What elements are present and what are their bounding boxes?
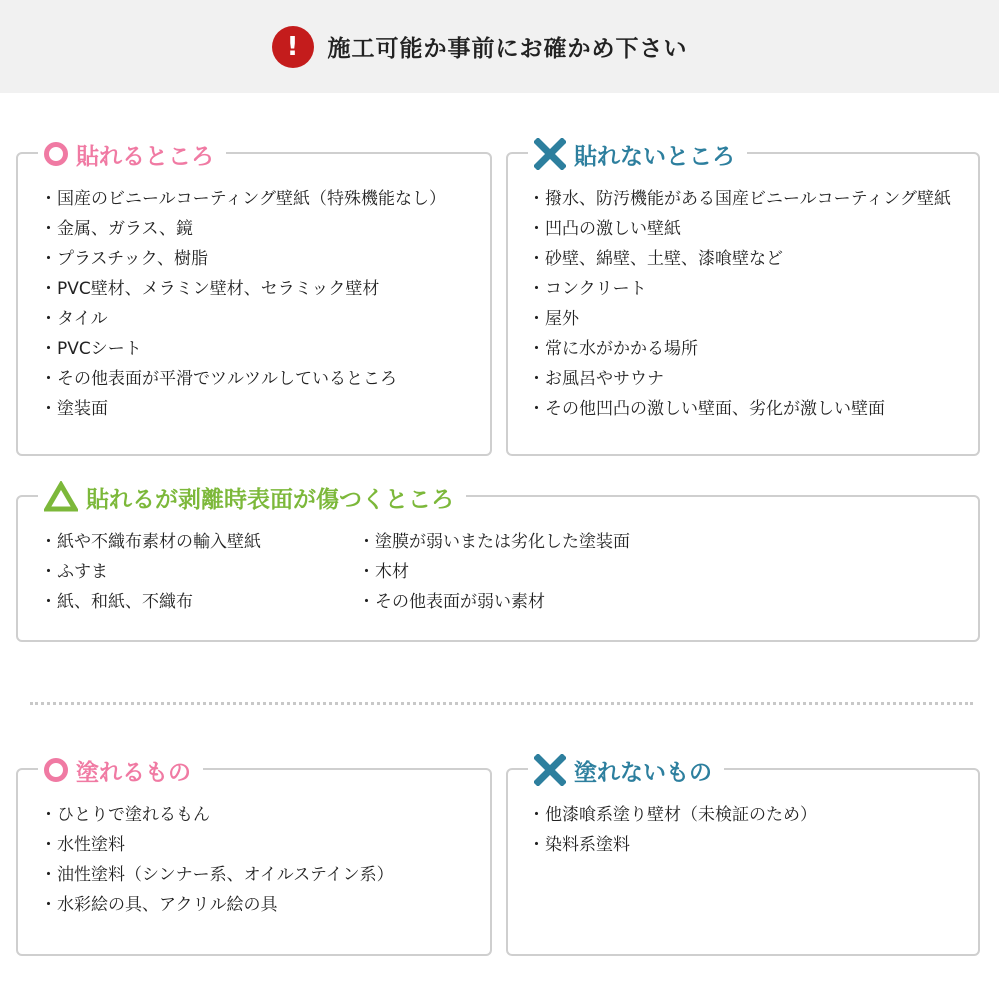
stickable-title bbox=[38, 134, 226, 174]
stickable-damage-list-right bbox=[358, 527, 630, 617]
list-item: ・ 紙、和紙、不織布 bbox=[40, 587, 261, 617]
list-item: ・ 国産のビニールコーティング壁紙（特殊機能なし） bbox=[40, 184, 446, 214]
circle-icon bbox=[44, 758, 68, 782]
list-item: ・ 屋外 bbox=[528, 304, 951, 334]
list-item: ・ 常に水がかかる場所 bbox=[528, 334, 951, 364]
list-item: ・ プラスチック、樹脂 bbox=[40, 244, 446, 274]
exclamation-icon: ! bbox=[272, 26, 314, 68]
not-stickable-list bbox=[528, 184, 951, 424]
list-item: ・ 水性塗料 bbox=[40, 830, 394, 860]
stickable-damage-title bbox=[38, 477, 466, 517]
stickable-title-text: 貼れるところ bbox=[76, 143, 214, 170]
list-item: ・ 他漆喰系塗り壁材（未検証のため） bbox=[528, 800, 817, 830]
paintable-box bbox=[16, 759, 492, 956]
stickable-damage-title-text: 貼れるが剥離時表面が傷つくところ bbox=[86, 486, 454, 513]
paintable-title-text: 塗れるもの bbox=[76, 759, 191, 786]
list-item: ・ 砂壁、綿壁、土壁、漆喰壁など bbox=[528, 244, 951, 274]
cross-icon bbox=[534, 138, 566, 170]
list-item: ・ ひとりで塗れるもん bbox=[40, 800, 394, 830]
list-item: ・ 油性塗料（シンナー系、オイルステイン系） bbox=[40, 860, 394, 890]
not-paintable-box bbox=[506, 759, 980, 956]
list-item: ・ その他凹凸の激しい壁面、劣化が激しい壁面 bbox=[528, 394, 951, 424]
not-stickable-title bbox=[528, 134, 747, 174]
list-item: ・ PVC壁材、メラミン壁材、セラミック壁材 bbox=[40, 274, 446, 304]
stickable-damage-list-left bbox=[40, 527, 261, 617]
list-item: ・ 紙や不織布素材の輸入壁紙 bbox=[40, 527, 261, 557]
not-paintable-list bbox=[528, 800, 817, 860]
list-item: ・ 水彩絵の具、アクリル絵の具 bbox=[40, 890, 394, 920]
notice-banner bbox=[0, 0, 999, 93]
list-item: ・ 木材 bbox=[358, 557, 630, 587]
paintable-title bbox=[38, 750, 203, 790]
list-item: ・ 撥水、防汚機能がある国産ビニールコーティング壁紙 bbox=[528, 184, 951, 214]
list-item: ・ 金属、ガラス、鏡 bbox=[40, 214, 446, 244]
cross-icon bbox=[534, 754, 566, 786]
paintable-list bbox=[40, 800, 394, 920]
list-item: ・ お風呂やサウナ bbox=[528, 364, 951, 394]
not-stickable-box bbox=[506, 143, 980, 456]
not-stickable-title-text: 貼れないところ bbox=[574, 143, 735, 170]
list-item: ・ その他表面が弱い素材 bbox=[358, 587, 630, 617]
stickable-list bbox=[40, 184, 446, 424]
notice-text: 施工可能か事前にお確かめ下さい bbox=[327, 36, 688, 62]
stickable-damage-box bbox=[16, 486, 980, 642]
list-item: ・ 塗膜が弱いまたは劣化した塗装面 bbox=[358, 527, 630, 557]
list-item: ・ 染料系塗料 bbox=[528, 830, 817, 860]
list-item: ・ タイル bbox=[40, 304, 446, 334]
list-item: ・ 塗装面 bbox=[40, 394, 446, 424]
list-item: ・ PVCシート bbox=[40, 334, 446, 364]
triangle-icon bbox=[44, 481, 78, 513]
not-paintable-title-text: 塗れないもの bbox=[574, 759, 712, 786]
circle-icon bbox=[44, 142, 68, 166]
not-paintable-title bbox=[528, 750, 724, 790]
list-item: ・ その他表面が平滑でツルツルしているところ bbox=[40, 364, 446, 394]
list-item: ・ コンクリート bbox=[528, 274, 951, 304]
section-divider bbox=[30, 702, 973, 705]
list-item: ・ ふすま bbox=[40, 557, 261, 587]
list-item: ・ 凹凸の激しい壁紙 bbox=[528, 214, 951, 244]
stickable-box bbox=[16, 143, 492, 456]
